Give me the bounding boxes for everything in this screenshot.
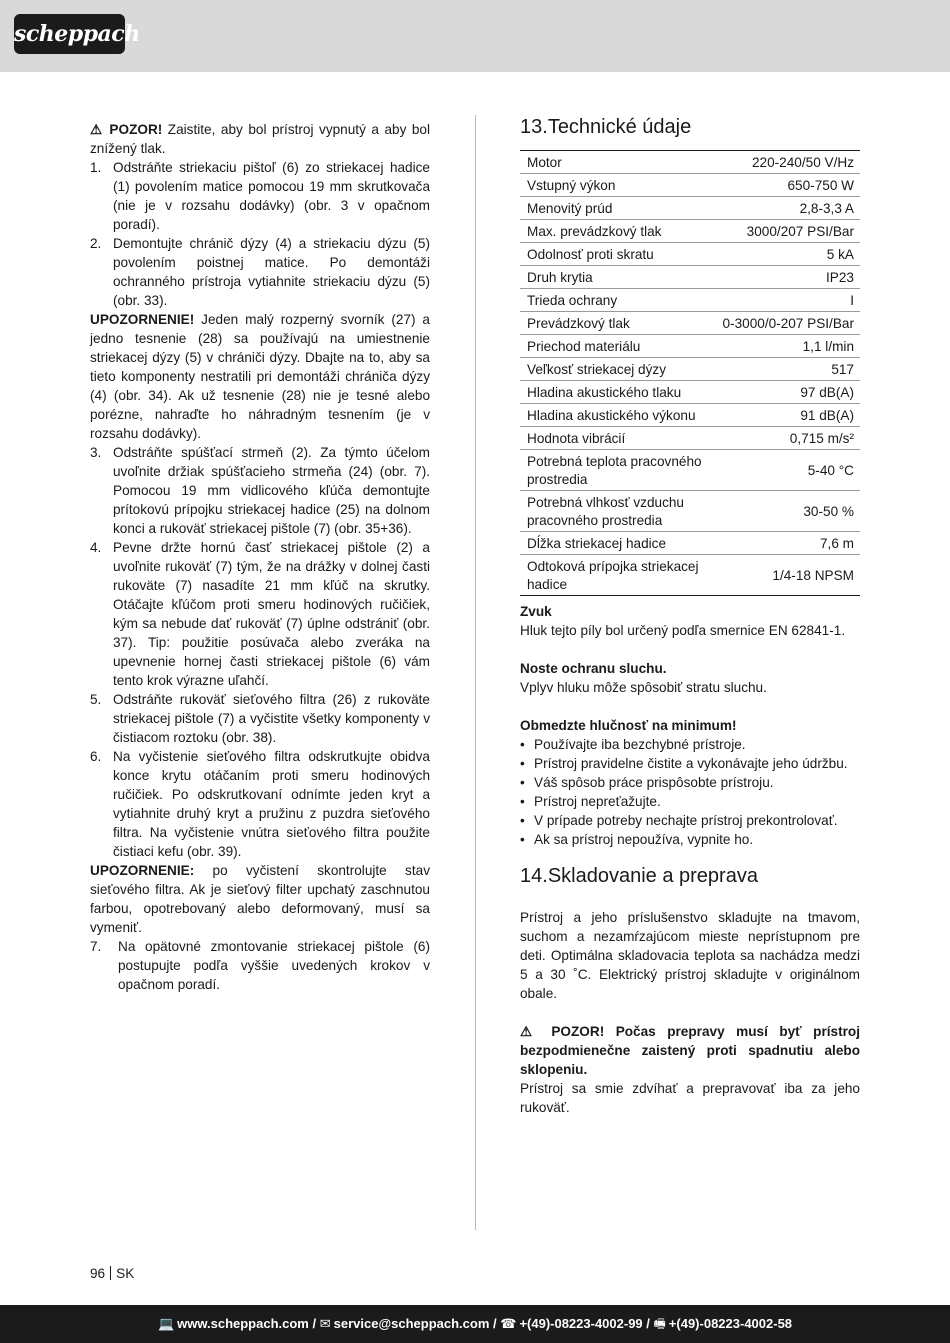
phone-number: +(49)-08223-4002-99: [519, 1316, 643, 1331]
sound-heading: Zvuk: [520, 604, 552, 619]
step-text: Odstráňte rukoväť sieťového filtra (26) z rukoväte striekacej pištole (7) a vyčistite všetky komponenty v čistiacom roztoku (obr. 38).: [113, 692, 430, 745]
list-item: • Váš spôsob práce prispôsobte prístroju.: [520, 773, 860, 792]
bullet-text: Prístroj nepreťažujte.: [534, 794, 661, 809]
spec-row: [520, 289, 860, 312]
list-item: • Ak sa prístroj nepoužíva, vypnite ho.: [520, 830, 860, 849]
noise-heading: Obmedzte hlučnosť na minimum!: [520, 718, 737, 733]
spec-row: [520, 220, 860, 243]
step-number: 7.: [90, 939, 102, 954]
list-item: • Prístroj nepreťažujte.: [520, 792, 860, 811]
spec-row: [520, 174, 860, 197]
step-number: 4.: [90, 540, 102, 555]
noise-bullet-list: [520, 735, 860, 849]
spec-row: [520, 404, 860, 427]
spec-label: Odolnosť proti skratu: [520, 243, 716, 266]
warning-label: ⚠ POZOR!: [90, 122, 163, 137]
list-item: [90, 158, 430, 234]
spec-label: Hladina akustického výkonu: [520, 404, 716, 427]
footer-bar: [0, 1305, 950, 1343]
hearing-heading: Noste ochranu sluchu.: [520, 661, 667, 676]
spec-row: [520, 243, 860, 266]
spec-value: 1,1 l/min: [716, 335, 861, 358]
spec-row: [520, 555, 860, 596]
spec-label: Dĺžka striekacej hadice: [520, 532, 716, 555]
spec-row: [520, 450, 860, 491]
note-label: UPOZORNENIE!: [90, 312, 195, 327]
note-paragraph: [90, 861, 430, 937]
spec-row: [520, 532, 860, 555]
column-divider: [475, 115, 476, 1230]
fax-icon: 🖷: [653, 1316, 666, 1331]
language-code: SK: [116, 1266, 135, 1281]
step-number: 5.: [90, 692, 102, 707]
footer-separator: /: [489, 1316, 501, 1331]
header-band: [0, 0, 950, 72]
section-heading-storage: [520, 863, 860, 889]
warning-paragraph: [90, 120, 430, 158]
spec-label: Priechod materiálu: [520, 335, 716, 358]
list-item: [90, 538, 430, 690]
mail-icon: ✉: [319, 1316, 331, 1331]
spec-label: Veľkosť striekacej dýzy: [520, 358, 716, 381]
page-number: [90, 1264, 134, 1283]
spec-label: Max. prevádzkový tlak: [520, 220, 716, 243]
step-number: 6.: [90, 749, 102, 764]
spec-label: Druh krytia: [520, 266, 716, 289]
spec-row: [520, 358, 860, 381]
step-text: Odstráňte striekaciu pištoľ (6) zo striekacej hadice (1) povolením matice pomocou 19 mm skrutkovača (nie je v rozsahu dodávky) (obr. 3 v opačnom poradí).: [113, 160, 430, 232]
section-heading-technical-data: [520, 114, 860, 140]
footer-separator: /: [642, 1316, 654, 1331]
note-paragraph: [90, 310, 430, 443]
transport-text: Prístroj sa smie zdvíhať a prepravovať iba za jeho rukoväť.: [520, 1081, 860, 1115]
list-item: • V prípade potreby nechajte prístroj prekontrolovať.: [520, 811, 860, 830]
step-text: Na opätovné zmontovanie striekacej pištole (6) postupujte podľa vyššie uvedených krokov v opačnom poradí.: [118, 939, 430, 992]
spec-label: Prevádzkový tlak: [520, 312, 716, 335]
footer-separator: /: [308, 1316, 320, 1331]
section-number: 14.: [520, 865, 548, 887]
right-column: [520, 114, 860, 1117]
spec-label: Hladina akustického tlaku: [520, 381, 716, 404]
sound-text: Hluk tejto píly bol určený podľa smernice EN 62841-1.: [520, 623, 846, 638]
bullet-text: Prístroj pravidelne čistite a vykonávajte jeho údržbu.: [534, 756, 848, 771]
spec-label: Potrebná teplota pracovného prostredia: [520, 450, 716, 491]
list-item: • Používajte iba bezchybné prístroje.: [520, 735, 860, 754]
spec-label: Menovitý prúd: [520, 197, 716, 220]
spec-value: 30-50 %: [716, 491, 861, 532]
spec-value: 220-240/50 V/Hz: [716, 151, 861, 174]
warning-text: Zaistite, aby bol prístroj vypnutý a aby bol znížený tlak.: [90, 122, 431, 156]
spec-row: [520, 151, 860, 174]
email-link[interactable]: service@scheppach.com: [333, 1316, 490, 1331]
bullet-text: V prípade potreby nechajte prístroj prekontrolovať.: [534, 813, 838, 828]
spec-row: [520, 491, 860, 532]
section-title: Technické údaje: [547, 116, 692, 138]
step-text: Odstráňte spúšťací strmeň (2). Za týmto účelom uvoľnite držiak spúšťacieho strmeňa (24) (obr. 7). Pomocou 19 mm vidlicového kľúča demontujte prítokovú prípojku striekacej hadice (25) na dolnom konci a rukoväť striekacej pištole (7) (obr. 35+36).: [113, 445, 430, 536]
note-text: Jeden malý rozperný svorník (27) a jedno tesnenie (28) sa používajú na umiestnenie striekacej dýzy (5) v chrániči dýzy. Dbajte na to, aby sa tieto komponenty nestratili pri demontáži chrániča dýzy (4) (obr. 34). Ak už tesnenie (28) nie je tesné alebo porézne, nahraďte ho náhradným tesnením (je v rozsahu dodávky).: [90, 312, 430, 441]
step-number: 3.: [90, 445, 102, 460]
spec-value: 3000/207 PSI/Bar: [716, 220, 861, 243]
list-item: [90, 443, 430, 538]
spec-table: [520, 150, 860, 596]
spec-row: [520, 266, 860, 289]
website-link[interactable]: www.scheppach.com: [177, 1316, 309, 1331]
spec-label: Hodnota vibrácií: [520, 427, 716, 450]
transport-warning: ⚠ POZOR! Počas prepravy musí byť prístroj bezpodmienečne zaistený proti spadnutiu alebo sklopeniu.: [520, 1024, 860, 1077]
section-number: 13.: [520, 116, 548, 138]
spec-row: [520, 312, 860, 335]
hearing-text: Vplyv hluku môže spôsobiť stratu sluchu.: [520, 680, 767, 695]
section-title: Skladovanie a preprava: [547, 865, 758, 887]
spec-label: Odtoková prípojka striekacej hadice: [520, 555, 716, 596]
spec-value: 5 kA: [716, 243, 861, 266]
spec-value: 0-3000/0-207 PSI/Bar: [716, 312, 861, 335]
spec-label: Trieda ochrany: [520, 289, 716, 312]
scheppach-logo: scheppach: [14, 14, 125, 54]
left-column: [90, 120, 430, 994]
spec-value: 650-750 W: [716, 174, 861, 197]
steps-list-b: [90, 443, 430, 861]
phone-icon: ☎: [500, 1316, 517, 1331]
note-label: UPOZORNENIE:: [90, 863, 195, 878]
list-item: [90, 937, 430, 994]
note-text: po vyčistení skontrolujte stav sieťového filtra. Ak je sieťový filter upchatý zaschnutou farbou, opotrebovaný alebo deformovaný, musí sa vymeniť.: [90, 863, 430, 935]
page-number-value: 96: [90, 1266, 106, 1281]
step-number: 2.: [90, 236, 102, 251]
spec-value: 1/4-18 NPSM: [716, 555, 861, 596]
step-text: Pevne držte hornú časť striekacej pištole (2) a uvoľnite rukoväť (7) tým, že na drážky v dolnej časti rukoväte (7) nasadíte 21 mm kľúč na skrutky. Otáčajte kľúčom proti smeru hodinových ručičiek, kým sa nebude dať rukoväť (7) úplne odstrániť (obr. 37). Tip: použitie posúvača alebo zveráka na upevnenie hornej časti striekacej pištole (6) vám tento krok výrazne uľahčí.: [113, 540, 430, 688]
bullet-text: Používajte iba bezchybné prístroje.: [534, 737, 746, 752]
spec-row: [520, 427, 860, 450]
spec-label: Vstupný výkon: [520, 174, 716, 197]
spec-value: 5-40 °C: [716, 450, 861, 491]
spec-row: [520, 381, 860, 404]
step-number: 1.: [90, 160, 102, 175]
list-item: [90, 234, 430, 310]
list-item: [90, 747, 430, 861]
spec-value: 517: [716, 358, 861, 381]
spec-label: Potrebná vlhkosť vzduchu pracovného prostredia: [520, 491, 716, 532]
list-item: [90, 690, 430, 747]
spec-value: 2,8-3,3 A: [716, 197, 861, 220]
spec-value: IP23: [716, 266, 861, 289]
fax-number: +(49)-08223-4002-58: [668, 1316, 793, 1331]
list-item: • Prístroj pravidelne čistite a vykonávajte jeho údržbu.: [520, 754, 860, 773]
storage-text: Prístroj a jeho príslušenstvo skladujte na tmavom, suchom a nezamŕzajúcom mieste neprístupnom pre deti. Optimálna skladovacia teplota sa nachádza medzi 5 a 30 ˚C. Elektrický prístroj skladujte v originálnom obale.: [520, 910, 860, 1001]
spec-value: 91 dB(A): [716, 404, 861, 427]
computer-icon: 💻: [157, 1316, 175, 1331]
spec-row: [520, 335, 860, 358]
spec-value: 7,6 m: [716, 532, 861, 555]
spec-value: 0,715 m/s²: [716, 427, 861, 450]
spec-row: [520, 197, 860, 220]
bullet-text: Ak sa prístroj nepoužíva, vypnite ho.: [534, 832, 754, 847]
spec-label: Motor: [520, 151, 716, 174]
spec-value: 97 dB(A): [716, 381, 861, 404]
bullet-text: Váš spôsob práce prispôsobte prístroju.: [534, 775, 774, 790]
step-text: Demontujte chránič dýzy (4) a striekaciu dýzu (5) povolením poistnej matice. Po demontáži ochranného prístroja vytiahnite striekaciu dýzu (5) (obr. 33).: [113, 236, 430, 308]
step-text: Na vyčistenie sieťového filtra odskrutkujte obidva konce krytu otáčaním proti smeru hodinových ručičiek. Po odskrutkovaní odnímte jeden kryt a vytiahnite druhý kryt a pružinu z puzdra sieťového filtra. Na vyčistenie vnútra sieťového filtra použite čistiaci kefu (obr. 39).: [113, 749, 430, 859]
spec-value: I: [716, 289, 861, 312]
steps-list-a: [90, 158, 430, 310]
